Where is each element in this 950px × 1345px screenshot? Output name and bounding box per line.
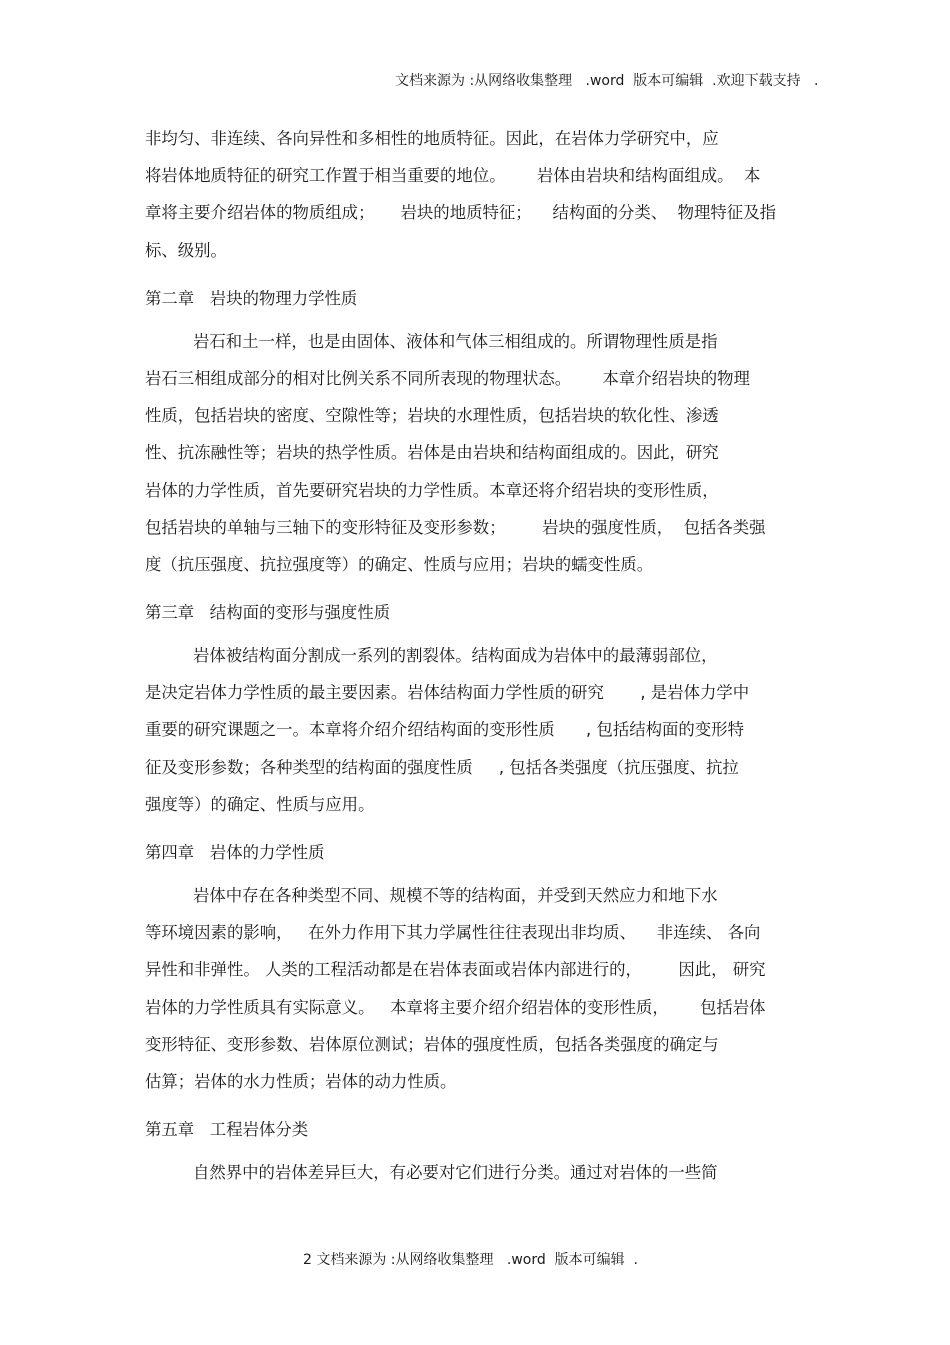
- text-line: 岩体被结构面分割成一系列的割裂体。结构面成为岩体中的最薄弱部位，: [193, 646, 718, 666]
- text-line: 岩体的力学性质，首先要研究岩块的力学性质。本章还将介绍岩块的变形性质，: [145, 480, 719, 500]
- text-line: 估算；岩体的水力性质；岩体的动力性质。: [145, 1071, 457, 1091]
- text-line: 异性和非弹性。 人类的工程活动都是在岩体表面或岩体内部进行的， 因此， 研究: [145, 960, 766, 980]
- chapter-paragraph: [145, 1154, 810, 1191]
- chapter-paragraph: [145, 323, 810, 583]
- text-line: 等环境因素的影响， 在外力作用下其力学属性往往表现出非均质、 非连续、 各向: [145, 923, 761, 943]
- chapter-heading: 第四章 岩体的力学性质: [145, 843, 325, 862]
- text-line: 岩体的力学性质具有实际意义。 本章将主要介绍介绍岩体的变形性质， 包括岩体: [145, 997, 766, 1017]
- chapter-4-section: [145, 841, 810, 1100]
- text-line: 性、抗冻融性等；岩块的热学性质。岩体是由岩块和结构面组成的。因此，研究: [145, 443, 719, 463]
- text-line: 章将主要介绍岩体的物质组成； 岩块的地质特征； 结构面的分类、 物理特征及指: [145, 203, 776, 223]
- chapter-paragraph: [145, 877, 810, 1100]
- text-line: 岩体中存在各种类型不同、规模不等的结构面，并受到天然应力和地下水: [193, 886, 718, 905]
- page-header: 文档来源为 :从网络收集整理 .word 版本可编辑 .欢迎下载支持 .: [395, 73, 819, 89]
- text-line: 非均匀、非连续、各向异性和多相性的地质特征。因此，在岩体力学研究中，应: [145, 129, 719, 148]
- text-line: 度（抗压强度、抗拉强度等）的确定、性质与应用；岩块的蠕变性质。: [145, 554, 654, 574]
- text-line: 重要的研究课题之一。本章将介绍介绍结构面的变形性质 , 包括结构面的变形特: [145, 720, 744, 740]
- text-line: 包括岩块的单轴与三轴下的变形特征及变形参数； 岩块的强度性质， 包括各类强: [145, 517, 766, 537]
- text-line: 性质，包括岩块的密度、空隙性等；岩块的水理性质，包括岩块的软化性、渗透: [145, 406, 719, 426]
- chapter-heading: 第三章 结构面的变形与强度性质: [145, 603, 391, 623]
- chapter-heading: 第五章 工程岩体分类: [145, 1120, 309, 1140]
- chapter-heading: 第二章 岩块的物理力学性质: [145, 288, 358, 308]
- page-footer: 2 文档来源为 :从网络收集整理 .word 版本可编辑 .: [303, 1252, 638, 1268]
- text-line: 将岩体地质特征的研究工作置于相当重要的地位。 岩体由岩块和结构面组成。 本: [145, 166, 761, 186]
- text-line: 强度等）的确定、性质与应用。: [145, 794, 375, 814]
- text-line: 标、级别。: [145, 240, 227, 260]
- text-line: 自然界中的岩体差异巨大，有必要对它们进行分类。通过对岩体的一些简: [193, 1163, 718, 1183]
- text-line: 岩石三相组成部分的相对比例关系不同所表现的物理状态。 本章介绍岩块的物理: [145, 368, 750, 388]
- chapter-2-section: [145, 287, 810, 583]
- text-line: 变形特征、变形参数、岩体原位测试；岩体的强度性质，包括各类强度的确定与: [145, 1034, 719, 1054]
- chapter-3-section: [145, 601, 810, 823]
- document-body: [145, 120, 810, 1209]
- text-line: 岩石和土一样，也是由固体、液体和气体三相组成的。所谓物理性质是指: [193, 331, 718, 351]
- chapter-paragraph: [145, 637, 810, 823]
- intro-paragraph: [145, 120, 810, 269]
- chapter-5-section: [145, 1118, 810, 1191]
- text-line: 征及变形参数；各种类型的结构面的强度性质 , 包括各类强度（抗压强度、抗拉: [145, 757, 739, 777]
- text-line: 是决定岩体力学性质的最主要因素。岩体结构面力学性质的研究 , 是岩体力学中: [145, 683, 750, 703]
